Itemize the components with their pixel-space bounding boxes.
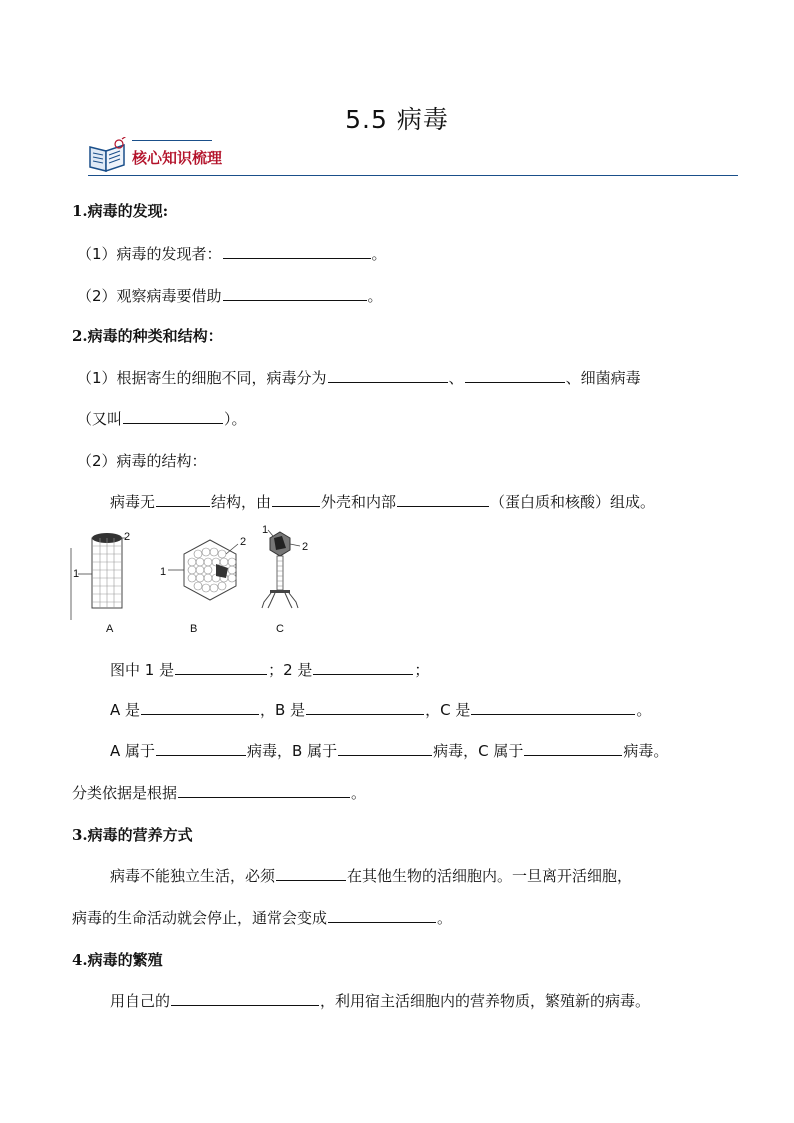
blank[interactable] xyxy=(397,491,489,507)
blank[interactable] xyxy=(313,659,413,675)
s3-l2-p1: 病毒的生命活动就会停止，通常会变成 xyxy=(72,909,328,927)
heading-4: 4.病毒的繁殖 xyxy=(72,951,163,969)
heading-1: 1.病毒的发现: xyxy=(72,202,169,220)
blank[interactable] xyxy=(338,740,432,756)
abc-p3: ，C 是 xyxy=(425,701,471,719)
structure-p4: （蛋白质和核酸）组成。 xyxy=(490,493,656,511)
s3-line-1 xyxy=(110,865,632,886)
abc-p1: A 是 xyxy=(110,701,141,719)
q1-1-text: （1）病毒的发现者： xyxy=(77,245,222,263)
blank[interactable] xyxy=(328,367,448,383)
s4-l1-p2: ，利用宿主活细胞内的营养物质，繁殖新的病毒。 xyxy=(320,992,651,1010)
section-label: 核心知识梳理 xyxy=(132,149,223,167)
q2-1a xyxy=(77,367,641,388)
figure-label-b: B xyxy=(190,623,198,635)
structure-p1: 病毒无 xyxy=(110,493,156,511)
label-overline xyxy=(132,140,212,141)
blank[interactable] xyxy=(178,782,350,798)
blank[interactable] xyxy=(141,699,259,715)
s3-l1-p1: 病毒不能独立生活，必须 xyxy=(110,867,276,885)
blank[interactable] xyxy=(306,699,424,715)
figure-num-1: 1 xyxy=(262,524,269,536)
figure-label-c: C xyxy=(276,623,284,635)
structure-p3: 外壳和内部 xyxy=(321,493,397,511)
q2-1a-suffix: 、细菌病毒 xyxy=(565,369,641,387)
blank[interactable] xyxy=(272,491,320,507)
q1-1 xyxy=(77,243,387,264)
heading-3: 3.病毒的营养方式 xyxy=(72,826,193,844)
belong-p1: A 属于 xyxy=(110,742,156,760)
blank[interactable] xyxy=(123,408,223,424)
q2-2: （2）病毒的结构： xyxy=(77,452,207,470)
belong-p3: 病毒，C 属于 xyxy=(433,742,524,760)
blank[interactable] xyxy=(276,865,346,881)
figure-question xyxy=(110,659,429,680)
blank[interactable] xyxy=(465,367,565,383)
figure-num-2: 2 xyxy=(124,531,131,543)
s4-l1-p1: 用自己的 xyxy=(110,992,171,1010)
blank[interactable] xyxy=(156,491,210,507)
q2-1b xyxy=(77,408,247,429)
s4-line-1 xyxy=(110,990,650,1011)
belong-p2: 病毒，B 属于 xyxy=(247,742,338,760)
book-icon xyxy=(86,137,130,177)
q2-1a-mid: 、 xyxy=(448,369,464,387)
figure-num-2: 2 xyxy=(302,541,309,553)
figure-num-1: 1 xyxy=(73,568,80,580)
abc-p2: ，B 是 xyxy=(260,701,306,719)
q2-1a-text: （1）根据寄生的细胞不同，病毒分为 xyxy=(77,369,327,387)
abc-p4: 。 xyxy=(636,701,652,719)
blank[interactable] xyxy=(171,990,319,1006)
abc-question xyxy=(110,699,651,720)
virus-c-illustration xyxy=(262,530,300,608)
s3-l1-p2: 在其他生物的活细胞内。一旦离开活细胞， xyxy=(347,867,633,885)
belong-question xyxy=(110,740,668,761)
basis-question xyxy=(72,782,366,803)
figure-num-1: 1 xyxy=(160,566,167,578)
blank[interactable] xyxy=(328,907,436,923)
blank[interactable] xyxy=(156,740,246,756)
blank[interactable] xyxy=(175,659,267,675)
figure-num-2: 2 xyxy=(240,536,247,548)
s3-l2-p2: 。 xyxy=(437,909,453,927)
virus-a-illustration xyxy=(71,533,126,620)
fig-q-p3: ； xyxy=(414,661,430,679)
q1-2-suffix: 。 xyxy=(367,287,383,305)
page-title: 5.5 病毒 xyxy=(345,105,449,134)
figure-label-a: A xyxy=(106,623,114,635)
fig-q-p2: ；2 是 xyxy=(268,661,313,679)
blank[interactable] xyxy=(524,740,622,756)
s3-line-2 xyxy=(72,907,452,928)
q1-2-text: （2）观察病毒要借助 xyxy=(77,287,222,305)
basis-p1: 分类依据是根据 xyxy=(72,784,178,802)
blank[interactable] xyxy=(223,285,367,301)
q2-1b-text: （又叫 xyxy=(77,410,123,428)
structure-p2: 结构，由 xyxy=(211,493,272,511)
blank[interactable] xyxy=(471,699,635,715)
q2-1b-suffix: ）。 xyxy=(224,410,247,428)
fig-q-p1: 图中 1 是 xyxy=(110,661,175,679)
header-rule xyxy=(88,175,738,176)
blank[interactable] xyxy=(223,243,371,259)
virus-b-illustration xyxy=(168,540,238,600)
heading-2: 2.病毒的种类和结构： xyxy=(72,327,223,345)
basis-p2: 。 xyxy=(351,784,367,802)
structure-line xyxy=(110,491,655,512)
q1-2 xyxy=(77,285,383,306)
belong-p4: 病毒。 xyxy=(623,742,669,760)
q1-1-suffix: 。 xyxy=(371,245,387,263)
